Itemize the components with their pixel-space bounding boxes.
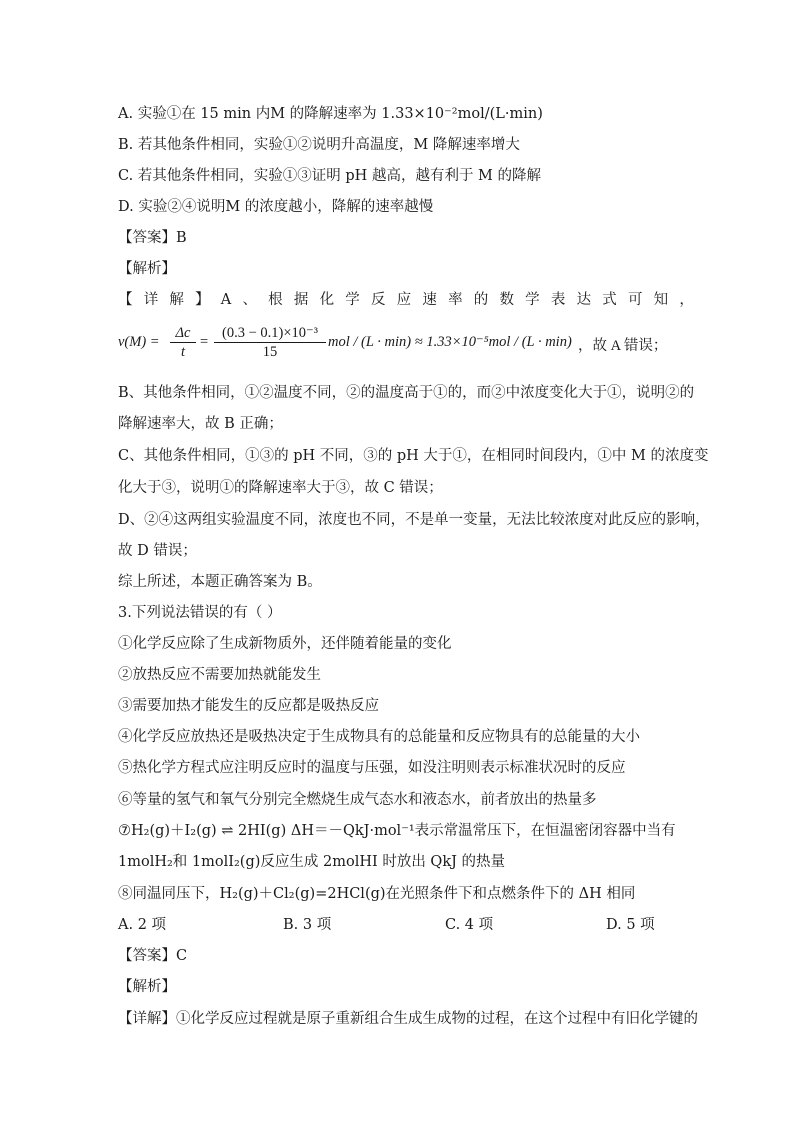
frac1-numerator: Δc xyxy=(170,324,196,343)
q2-rate-formula xyxy=(118,322,678,366)
formula-tail: ，故 A 错误； xyxy=(578,338,668,354)
frac2-denominator: 15 xyxy=(262,344,278,360)
q2-option-a: A. 实验①在 15 min 内M 的降解速率为 1.33×10⁻²mol/(L·min) xyxy=(118,106,543,122)
q3-item-7: ⑦H₂(g)＋I₂(g) ⇌ 2HI(g) ΔH＝－QkJ·mol⁻¹表示常温常压下，在恒温密闭容器中当有 xyxy=(118,823,676,839)
formula-lhs: v(M) = xyxy=(118,334,160,350)
q3-item-8: ⑧同温同压下，H₂(g)＋Cl₂(g)=2HCl(g)在光照条件下和点燃条件下的 ΔH 相同 xyxy=(118,886,636,902)
q3-item-1: ①化学反应除了生成新物质外，还伴随着能量的变化 xyxy=(118,636,452,652)
q2-option-c: C. 若其他条件相同，实验①③证明 pH 越高，越有利于 M 的降解 xyxy=(118,168,542,184)
q2-answer: 【答案】B xyxy=(118,230,187,246)
q2-line-d2: 故 D 错误； xyxy=(118,543,197,559)
q3-item-2: ②放热反应不需要加热就能发生 xyxy=(118,667,321,683)
q3-option-a: A. 2 项 xyxy=(118,917,167,933)
q2-line-c2: 化大于③，说明①的降解速率大于③，故 C 错误； xyxy=(118,480,443,496)
q3-item-6: ⑥等量的氢气和氧气分别完全燃烧生成气态水和液态水，前者放出的热量多 xyxy=(118,792,597,808)
q3-stem: 3.下列说法错误的有（ ） xyxy=(118,605,282,621)
q3-option-d: D. 5 项 xyxy=(606,917,655,933)
q2-line-b2: 降解速率大，故 B 正确； xyxy=(118,416,283,432)
q2-conclusion: 综上所述，本题正确答案为 B。 xyxy=(118,574,322,590)
formula-frac1 xyxy=(170,324,196,361)
formula-rhs: mol / (L · min) ≈ 1.33×10⁻⁵mol / (L · min) xyxy=(328,334,572,350)
q3-item-4: ④化学反应放热还是吸热决定于生成物具有的总能量和反应物具有的总能量的大小 xyxy=(118,729,640,745)
formula-eq: = xyxy=(200,334,209,350)
q3-option-b: B. 3 项 xyxy=(283,917,332,933)
q3-answer: 【答案】C xyxy=(118,948,188,964)
q3-option-c: C. 4 项 xyxy=(445,917,494,933)
formula-frac2 xyxy=(214,324,326,361)
q3-analysis-heading: 【解析】 xyxy=(118,979,176,995)
q2-line-b1: B、其他条件相同，①②温度不同，②的温度高于①的，而②中浓度变化大于①，说明②的 xyxy=(118,385,695,401)
frac1-denominator: t xyxy=(180,344,186,360)
q3-item-3: ③需要加热才能发生的反应都是吸热反应 xyxy=(118,698,379,714)
q2-option-b: B. 若其他条件相同，实验①②说明升高温度，M 降解速率增大 xyxy=(118,137,520,153)
q2-line-c1: C、其他条件相同，①③的 pH 不同，③的 pH 大于①，在相同时间段内，①中 M 的浓度变 xyxy=(118,448,709,464)
q2-line-d1: D、②④这两组实验温度不同，浓度也不同，不是单一变量，无法比较浓度对此反应的影响， xyxy=(118,512,710,528)
q3-item-7-cont: 1molH₂和 1molI₂(g)反应生成 2molHI 时放出 QkJ 的热量 xyxy=(118,854,506,870)
q2-analysis-heading: 【解析】 xyxy=(118,261,176,277)
q2-detail-intro: 【详解】A、根据化学反应速率的数学表达式可知， xyxy=(118,292,706,308)
q3-item-5: ⑤热化学方程式应注明反应时的温度与压强，如没注明则表示标准状况时的反应 xyxy=(118,760,626,776)
q2-option-d: D. 实验②④说明M 的浓度越小，降解的速率越慢 xyxy=(118,199,434,215)
frac2-numerator: (0.3 − 0.1)×10⁻³ xyxy=(214,324,326,343)
q3-detail: 【详解】①化学反应过程就是原子重新组合生成生成物的过程，在这个过程中有旧化学键的 xyxy=(118,1011,698,1027)
